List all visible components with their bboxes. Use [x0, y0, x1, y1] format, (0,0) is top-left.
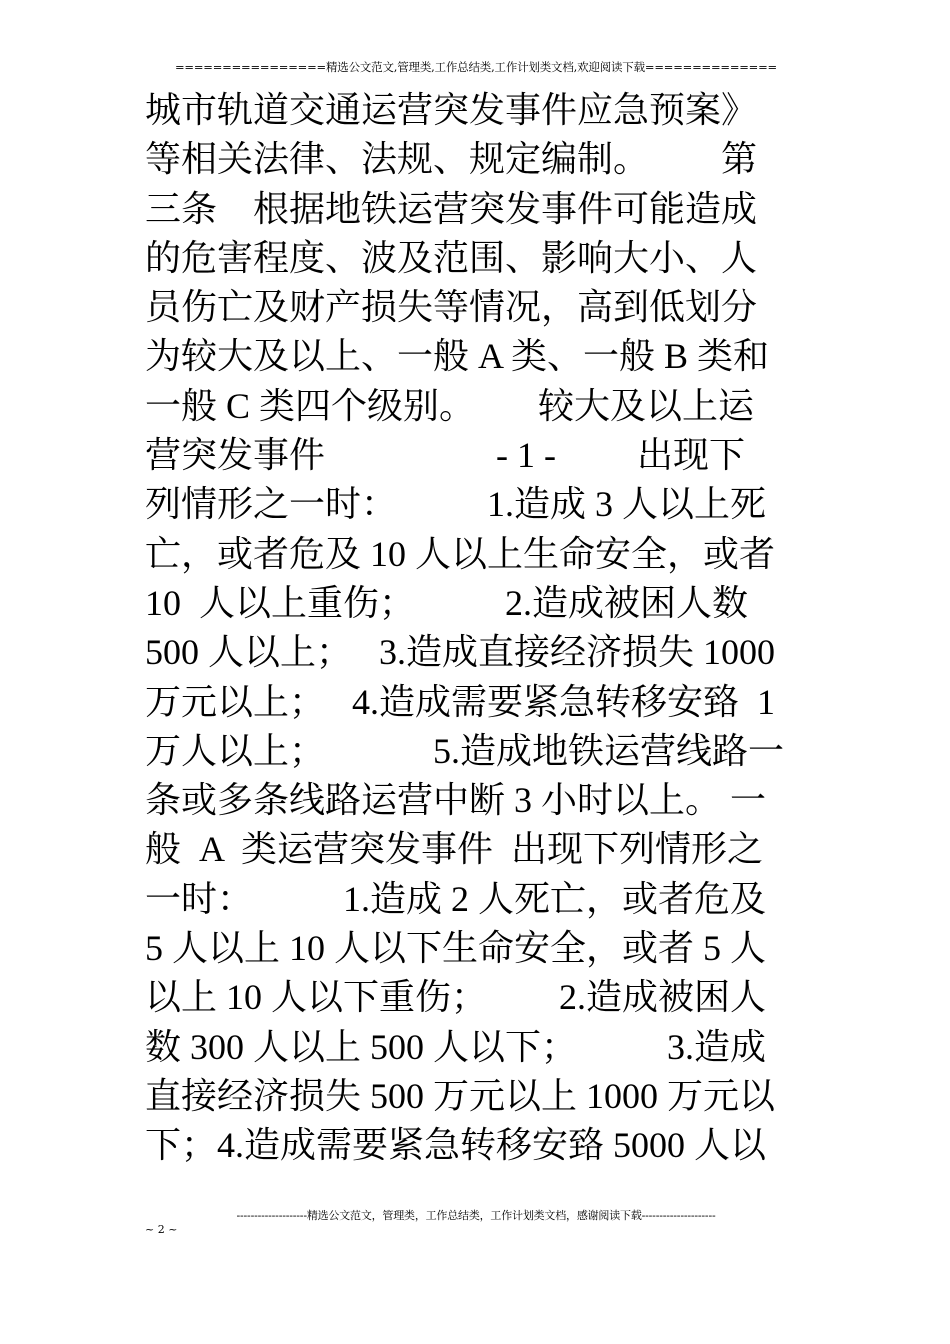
text-line: 500 人以上； 3.造成直接经济损失 1000	[145, 632, 776, 673]
page-number: ~ 2 ~	[145, 1223, 178, 1236]
text-line: 下；4.造成需要紧急转移安臵 5000 人以	[145, 1125, 767, 1166]
text-line: 员伤亡及财产损失等情况，高到低划分	[145, 287, 758, 328]
text-line: 一时： 1.造成 2 人死亡，或者危及	[145, 878, 767, 919]
text-line: 的危害程度、波及范围、影响大小、人	[145, 237, 758, 278]
text-line: 营突发事件 - 1 - 出现下	[145, 435, 745, 476]
text-line: 万人以上； 5.造成地铁运营线路一	[145, 730, 785, 771]
text-line: 一般 C 类四个级别。 较大及以上运	[145, 385, 755, 426]
text-line: 万元以上； 4.造成需要紧急转移安臵 1	[145, 681, 776, 722]
text-line: 三条 根据地铁运营突发事件可能造成	[145, 188, 758, 229]
text-line: 城市轨道交通运营突发事件应急预案》	[145, 90, 758, 130]
page-footer: --------------------精选公文范文，管理类，工作总结类，工作计划类文档，感谢阅读下载---------------------	[236, 1209, 716, 1222]
text-line: 般 A 类运营突发事件 出现下列情形之	[145, 829, 764, 870]
page-header: ================精选公文范文,管理类,工作总结类,工作计划类文档,欢迎阅读下载==============	[175, 60, 777, 74]
text-line: 为较大及以上、一般 A 类、一般 B 类和	[145, 336, 770, 377]
text-line: 10 人以上重伤； 2.造成被困人数	[145, 582, 749, 623]
text-line: 亡，或者危及 10 人以上生命安全，或者	[145, 533, 776, 574]
text-line: 5 人以上 10 人以下生命安全，或者 5 人	[145, 928, 767, 969]
text-line: 直接经济损失 500 万元以上 1000 万元以	[145, 1075, 776, 1116]
text-line: 列情形之一时： 1.造成 3 人以上死	[145, 484, 767, 525]
text-line: 以上 10 人以下重伤； 2.造成被困人	[145, 977, 767, 1018]
text-line: 数 300 人以上 500 人以下； 3.造成	[145, 1026, 767, 1067]
text-line: 等相关法律、法规、规定编制。 第	[145, 139, 758, 180]
body-text	[145, 86, 807, 1171]
text-line: 条或多条线路运营中断 3 小时以上。 一	[145, 780, 767, 821]
